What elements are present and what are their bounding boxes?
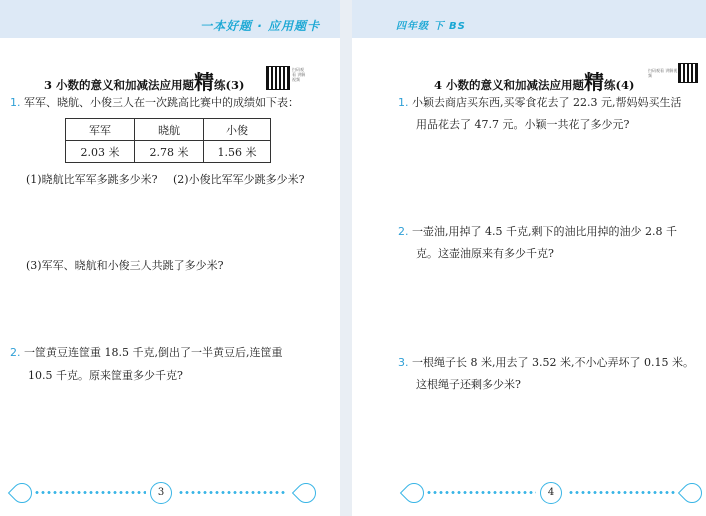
sub-question-1: (1)晓航比军军多跳多少米? (26, 173, 158, 186)
page-footer (352, 482, 706, 502)
title-big-char: 精 (584, 70, 605, 94)
title-suffix: 练(3) (214, 78, 245, 92)
question-number: 2. (10, 346, 21, 359)
question-text: 一根绳子长 8 米,用去了 3.52 米,不小心弄坏了 0.15 米。 (412, 356, 694, 369)
ornament-icon (400, 479, 428, 507)
ornament-icon (678, 479, 706, 507)
table-cell: 2.03 米 (66, 141, 135, 163)
title-big-char: 精 (194, 70, 215, 94)
header-banner: 一本好题 · 应用题卡 (200, 19, 320, 33)
table-header-cell: 晓航 (135, 119, 204, 141)
ornament-icon (292, 479, 320, 507)
page-footer (0, 482, 340, 502)
ornament-icon (8, 479, 36, 507)
question-text: 一壶油,用掉了 4.5 千克,剩下的油比用掉的油少 2.8 千 (412, 225, 677, 238)
question-2 (398, 220, 677, 243)
table-row (66, 141, 271, 163)
question-text: 一筐黄豆连筐重 18.5 千克,倒出了一半黄豆后,连筐重 (24, 346, 283, 359)
question-number: 3. (398, 356, 409, 369)
dotted-line (426, 491, 536, 494)
exercise-title-text: 4 小数的意义和加减法应用题 (434, 78, 585, 92)
table-header-cell: 军军 (66, 119, 135, 141)
dotted-line (568, 491, 676, 494)
title-suffix: 练(4) (604, 78, 635, 92)
page-number: 3 (150, 482, 172, 504)
question-text: 小颖去商店买东西,买零食花去了 22.3 元,帮妈妈买生活 (412, 96, 682, 109)
header-band (0, 0, 340, 38)
question-1-line-2: 用品花去了 47.7 元。小颖一共花了多少元? (416, 118, 630, 131)
question-number: 1. (398, 96, 409, 109)
scores-table (65, 118, 271, 163)
left-page (0, 0, 340, 516)
table-cell: 2.78 米 (135, 141, 204, 163)
sub-question-2: (2)小俊比军军少跳多少米? (173, 173, 305, 186)
question-number: 1. (10, 96, 21, 109)
question-2-line-2: 10.5 千克。原来筐重多少千克? (28, 369, 183, 382)
right-page (352, 0, 706, 516)
qr-code-icon[interactable] (678, 63, 698, 83)
header-banner: 四年级 下 BS (396, 21, 466, 32)
sub-question-3: (3)军军、晓航和小俊三人共跳了多少米? (26, 259, 224, 272)
question-number: 2. (398, 225, 409, 238)
dotted-line (34, 491, 146, 494)
table-header-row (66, 119, 271, 141)
question-2-line-2: 克。这壶油原来有多少千克? (416, 247, 554, 260)
question-1 (10, 91, 299, 114)
table-cell: 1.56 米 (204, 141, 271, 163)
question-2 (10, 341, 282, 364)
dotted-line (178, 491, 286, 494)
page-number: 4 (540, 482, 562, 504)
header-band (352, 0, 706, 38)
table-header-cell: 小俊 (204, 119, 271, 141)
question-3 (398, 351, 694, 374)
qr-note: 扫码观看 讲解视频 (648, 68, 678, 78)
page-gutter (340, 0, 352, 516)
question-text: 军军、晓航、小俊三人在一次跳高比赛中的成绩如下表： (24, 96, 299, 109)
qr-note: 扫码观看 讲解视频 (292, 67, 306, 82)
qr-code-icon[interactable] (266, 66, 290, 90)
exercise-title-text: 3 小数的意义和加减法应用题 (44, 78, 195, 92)
question-3-line-2: 这根绳子还剩多少米? (416, 378, 521, 391)
question-1 (398, 91, 681, 114)
